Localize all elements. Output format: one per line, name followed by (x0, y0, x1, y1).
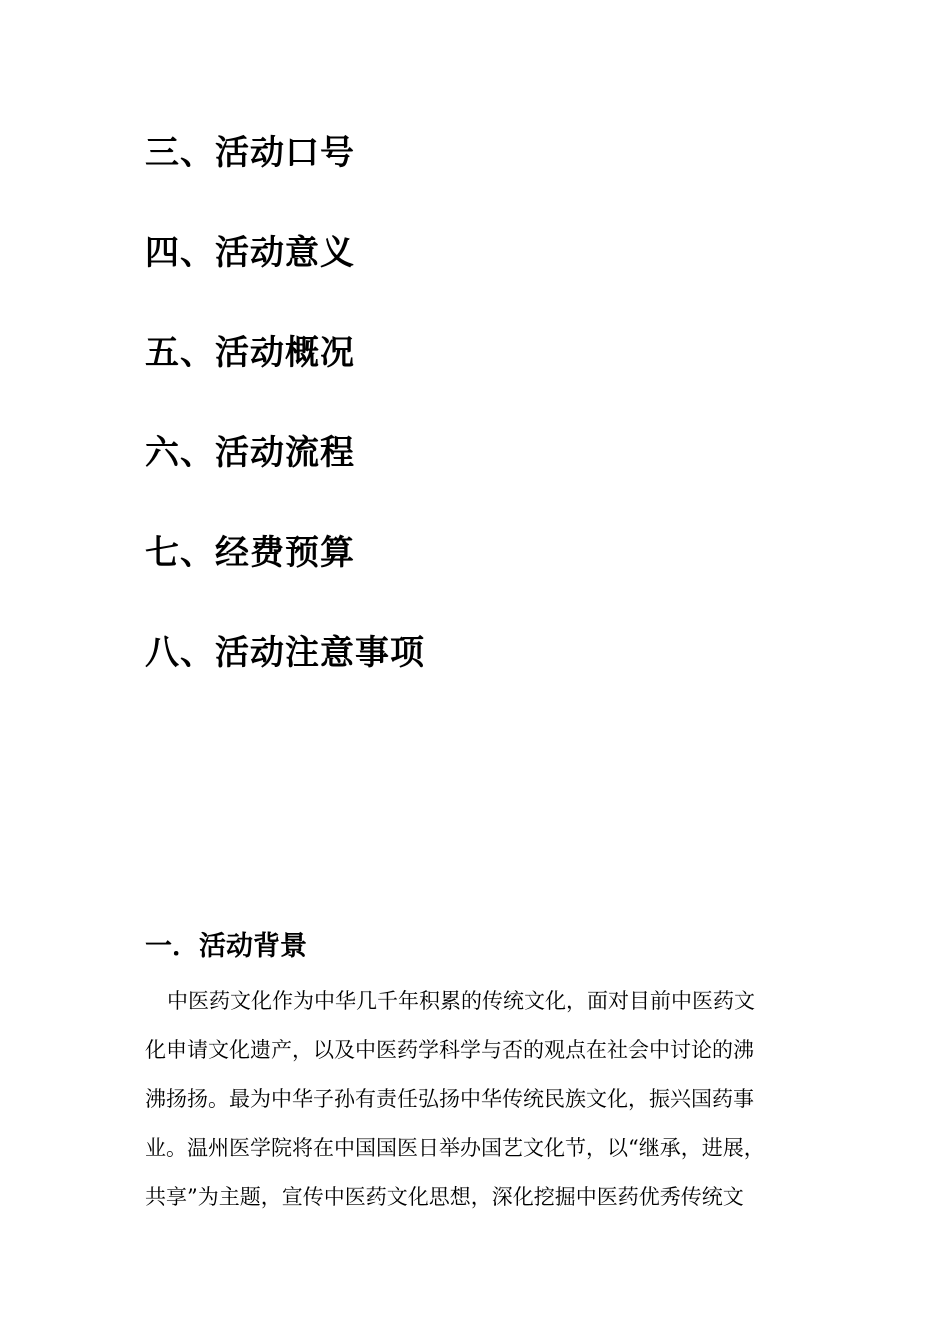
paragraph-line: 共享”为主题，宣传中医药文化思想，深化挖掘中医药优秀传统文 (145, 1185, 744, 1209)
toc-item-process: 六、活动流程 (145, 433, 355, 473)
toc-item-overview: 五、活动概况 (145, 333, 355, 373)
table-of-contents (145, 128, 845, 728)
paragraph-line: 化申请文化遗产，以及中医药学科学与否的观点在社会中讨论的沸 (145, 1038, 754, 1062)
paragraph-line: 业。温州医学院将在中国国医日举办国艺文化节，以“继承，进展， (145, 1136, 765, 1160)
toc-item-significance: 四、活动意义 (145, 233, 355, 273)
background-paragraph (145, 977, 825, 1222)
toc-item-notes: 八、活动注意事项 (145, 633, 425, 673)
paragraph-line: 中医药文化作为中华几千年积累的传统文化，面对目前中医药文 (167, 989, 755, 1013)
toc-item-budget: 七、经费预算 (145, 533, 355, 573)
paragraph-line: 沸扬扬。最为中华子孙有责任弘扬中华传统民族文化，振兴国药事 (145, 1087, 754, 1111)
background-section (145, 925, 825, 1222)
toc-item-slogan: 三、活动口号 (145, 133, 355, 173)
section-title: 一．活动背景 (145, 931, 307, 962)
